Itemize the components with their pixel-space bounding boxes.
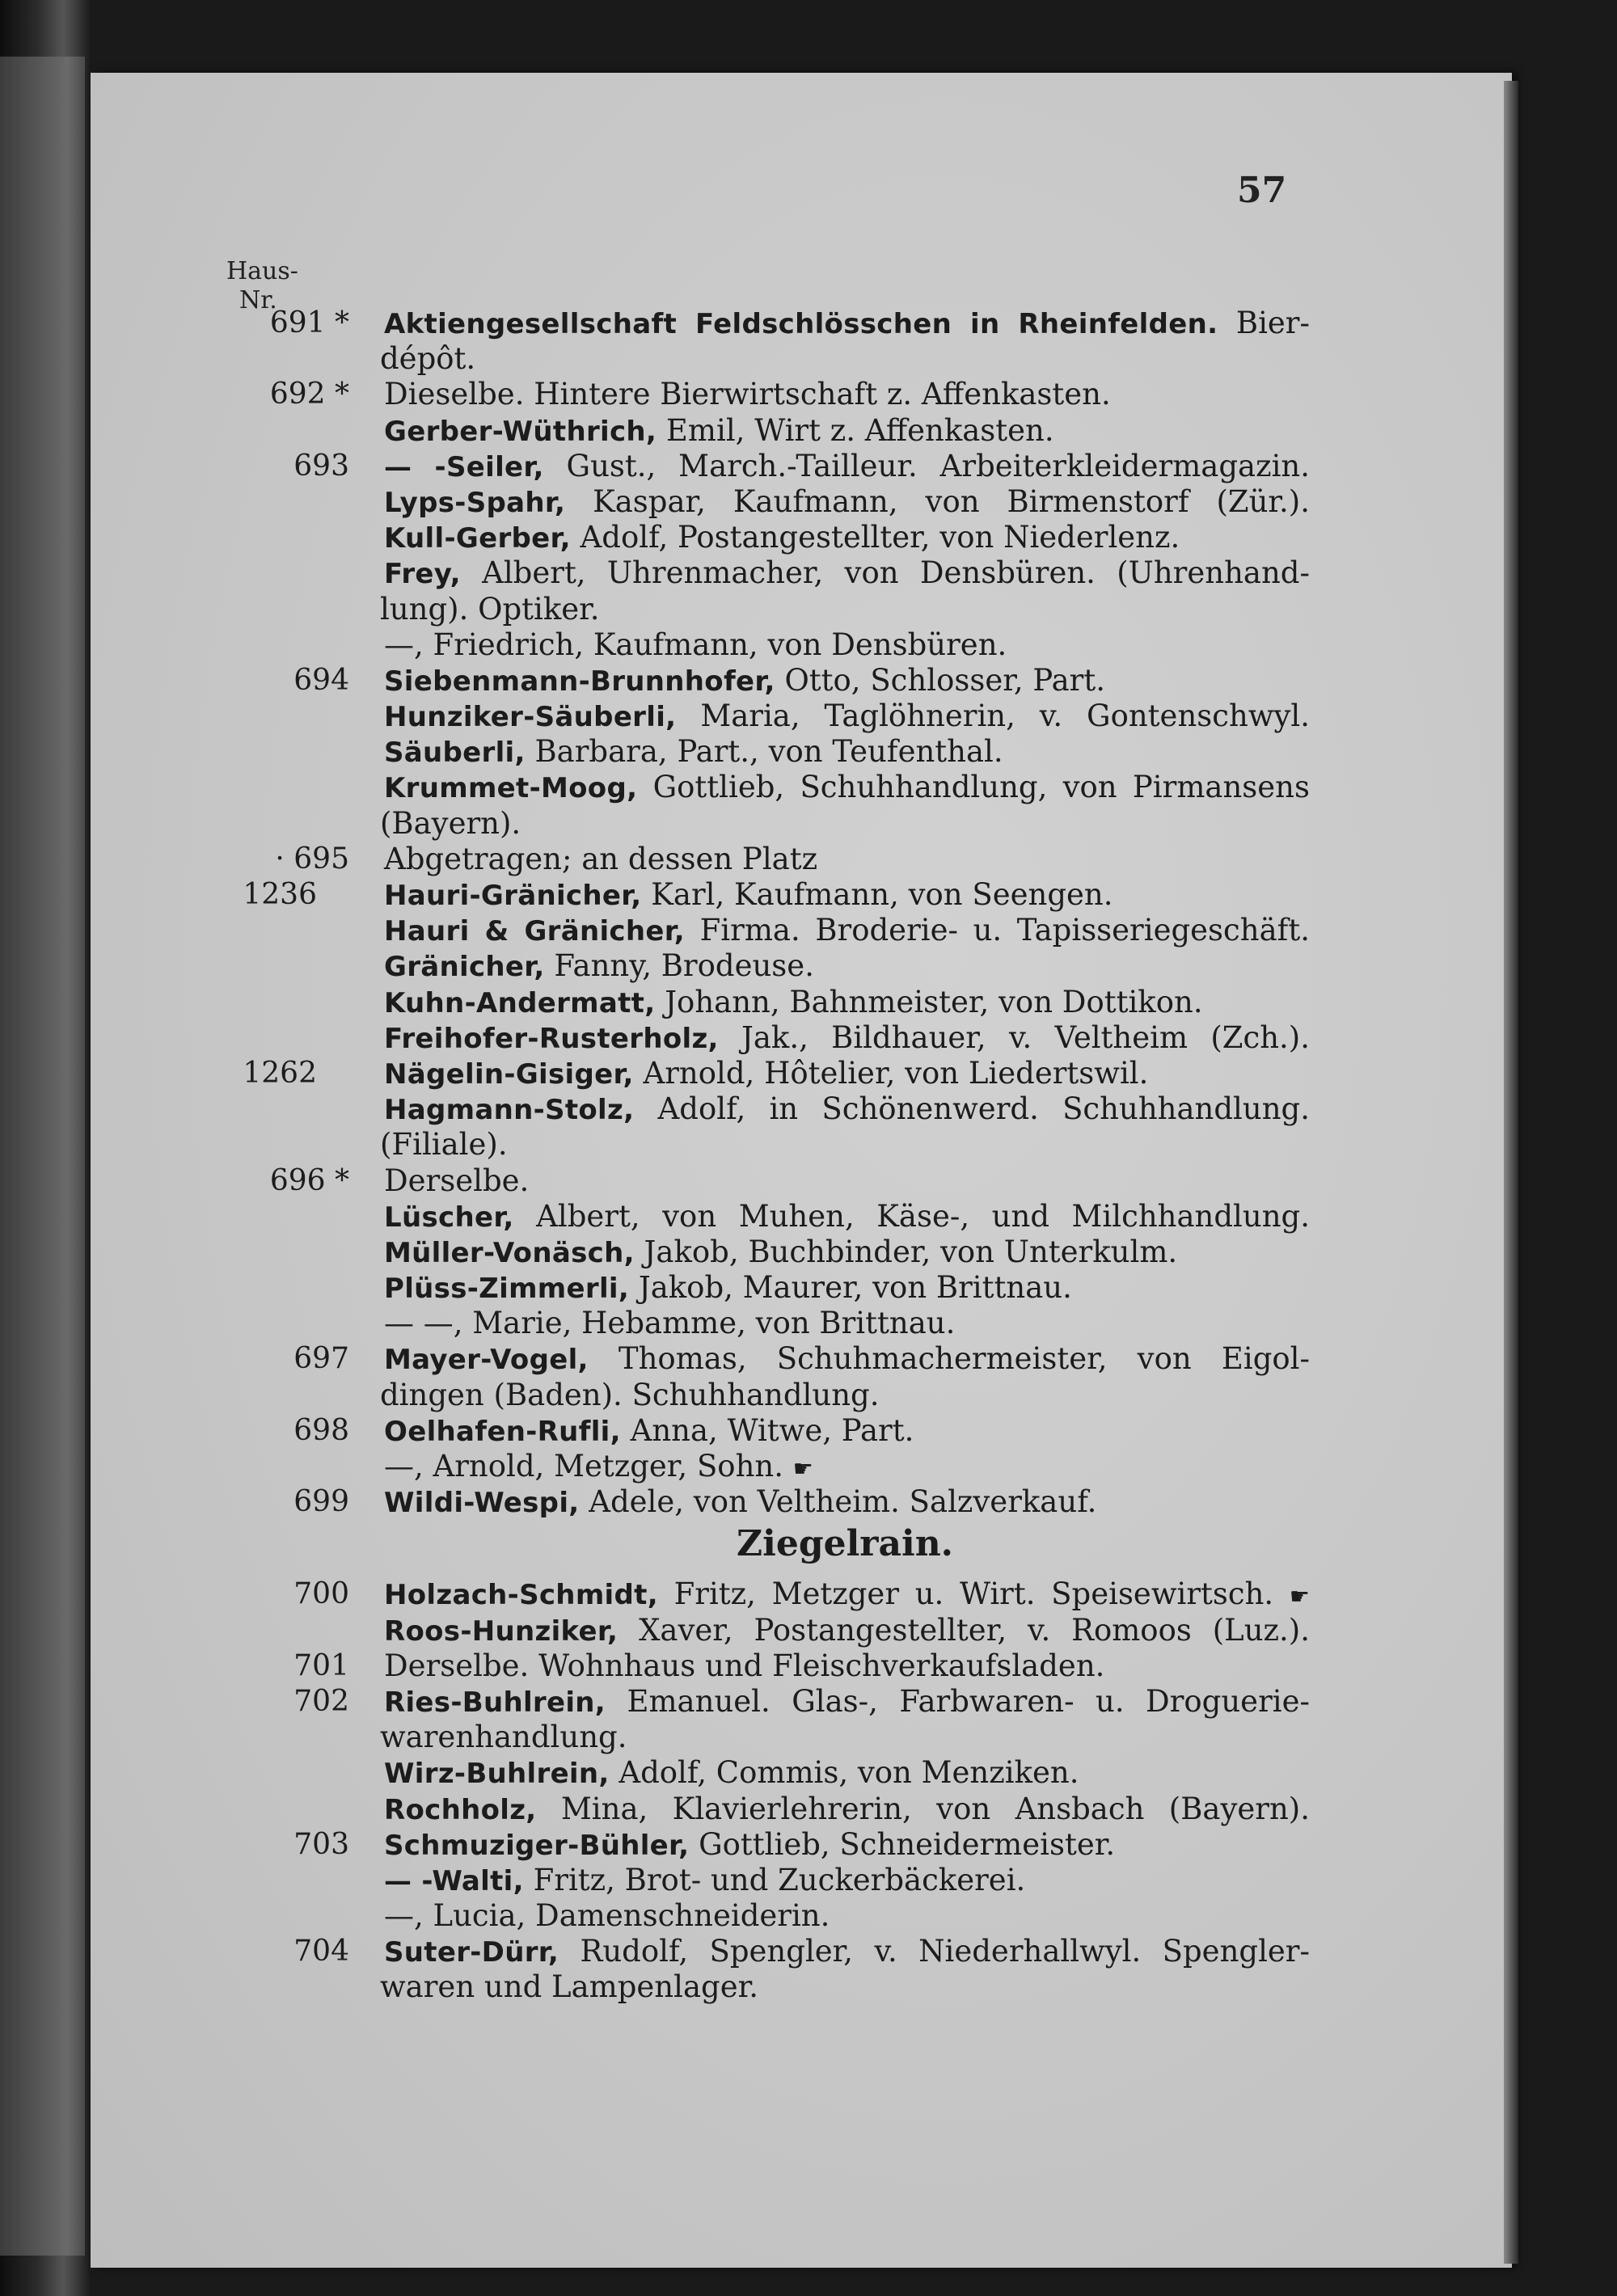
house-number: 691 *	[269, 306, 349, 340]
entry-details: Mina, Klavierlehrerin, von Ansbach (Bayern).	[536, 1791, 1310, 1826]
entry-text	[384, 734, 1310, 770]
entry-text	[380, 1969, 1310, 2006]
resident-name: Hunziker-Säuberli,	[384, 701, 677, 734]
resident-name: Krummet-Moog,	[384, 772, 638, 805]
resident-name: Kull-Gerber,	[384, 522, 571, 555]
resident-name: Holzach-Schmidt,	[384, 1579, 658, 1612]
resident-name: Suter-Dürr,	[384, 1936, 559, 1969]
entry-details: Fritz, Brot- und Zuckerbäckerei.	[523, 1862, 1026, 1897]
listing-row	[218, 413, 1310, 449]
house-number: 1262	[243, 1056, 317, 1090]
entry-text	[384, 449, 1310, 485]
listing-row	[218, 1235, 1310, 1270]
resident-name: Lyps-Spahr,	[384, 486, 566, 519]
listing-row	[218, 1020, 1310, 1056]
resident-name: Siebenmann-Brunnhofer,	[384, 665, 775, 698]
listing-row	[218, 1755, 1310, 1791]
entry-text	[384, 1199, 1310, 1235]
entry-text	[384, 1648, 1310, 1685]
listing-row	[218, 627, 1310, 663]
listing-row	[218, 377, 1310, 412]
entry-text	[380, 341, 1310, 378]
entry-text	[384, 1413, 1310, 1450]
listing-row	[218, 1792, 1310, 1827]
resident-name: Ries-Buhlrein,	[384, 1686, 606, 1719]
resident-name: Kuhn-Andermatt,	[384, 986, 656, 1019]
entry-details: Gottlieb, Schuhhandlung, von Pirmansens	[637, 770, 1310, 805]
entry-text	[384, 413, 1310, 449]
house-number: 703	[293, 1827, 349, 1861]
entry-text	[384, 1827, 1310, 1863]
entry-details: Dieselbe. Hintere Bierwirtschaft z. Affenkasten.	[384, 377, 1111, 412]
listing-row	[218, 1378, 1310, 1413]
entry-text	[384, 627, 1310, 664]
entry-text	[384, 699, 1310, 735]
resident-name: Roos-Hunziker,	[384, 1614, 619, 1648]
house-number: 694	[293, 663, 349, 697]
listing-row	[218, 1576, 1310, 1612]
entry-text	[384, 1613, 1310, 1649]
entry-details: Adele, von Veltheim. Salzverkauf.	[579, 1484, 1097, 1520]
listing-row	[218, 1484, 1310, 1520]
listing-row	[218, 806, 1310, 842]
listing-row	[218, 1091, 1310, 1127]
entry-details: Kaspar, Kaufmann, von Birmenstorf (Zür.).	[565, 483, 1310, 519]
listing-row	[218, 1341, 1310, 1377]
listing-row	[218, 592, 1310, 627]
entry-text	[384, 1270, 1310, 1306]
entry-text	[380, 806, 1310, 842]
house-number: 1236	[243, 878, 317, 911]
resident-name: Mayer-Vogel,	[384, 1344, 589, 1377]
entry-text	[384, 1449, 1310, 1487]
house-number: 697	[293, 1342, 349, 1376]
entry-text	[384, 377, 1310, 413]
resident-name: Freihofer-Rusterholz,	[384, 1022, 719, 1055]
resident-name: Schmuziger-Bühler,	[384, 1829, 690, 1862]
entry-text	[384, 1755, 1310, 1792]
listing-row	[218, 520, 1310, 555]
column-header-line1: Haus-	[226, 257, 298, 285]
listing-row	[218, 1648, 1310, 1684]
listing-row	[218, 985, 1310, 1020]
house-number: 692 *	[269, 378, 349, 412]
listing-row	[218, 699, 1310, 734]
entry-details: Barbara, Part., von Teufenthal.	[525, 734, 1003, 770]
house-number: 701	[293, 1648, 349, 1682]
entry-details: Xaver, Postangestellter, v. Romoos (Luz.).	[618, 1612, 1310, 1648]
entry-details: Otto, Schlosser, Part.	[775, 662, 1105, 698]
entry-details: Derselbe. Wohnhaus und Fleischverkaufsladen.	[384, 1648, 1105, 1683]
resident-name: — -Seiler,	[384, 450, 544, 483]
house-number: 700	[293, 1577, 349, 1611]
entry-text	[384, 985, 1310, 1021]
entry-details: Karl, Kaufmann, von Seengen.	[641, 877, 1113, 912]
entry-details: Albert, von Muhen, Käse-, und Milchhandlung.	[513, 1198, 1310, 1234]
listing-row	[218, 734, 1310, 770]
resident-name: Gränicher,	[384, 951, 545, 984]
entry-details: Gottlieb, Schneidermeister.	[689, 1826, 1116, 1862]
house-number: 698	[293, 1413, 349, 1447]
page-edge-shadow	[1504, 81, 1518, 2264]
entry-text	[384, 842, 1310, 878]
listing-row	[218, 770, 1310, 805]
listing-row	[218, 1270, 1310, 1306]
house-number: 702	[293, 1684, 349, 1718]
entry-details: —, Arnold, Metzger, Sohn.	[384, 1449, 783, 1484]
listing-row	[218, 1969, 1310, 2005]
listing-row	[218, 555, 1310, 591]
entry-text	[380, 1378, 1310, 1414]
listing-row	[218, 1127, 1310, 1163]
listing-row	[218, 341, 1310, 377]
entry-details: (Bayern).	[380, 805, 521, 841]
resident-name: Hauri & Gränicher,	[384, 915, 686, 948]
resident-name: Frey,	[384, 558, 461, 591]
entry-details: Jakob, Buchbinder, von Unterkulm.	[634, 1234, 1178, 1269]
entry-details: Adolf, Postangestellter, von Niederlenz.	[570, 520, 1180, 555]
entry-details: Johann, Bahnmeister, von Dottikon.	[655, 984, 1203, 1019]
entry-text	[384, 1235, 1310, 1271]
resident-name: Wirz-Buhlrein,	[384, 1758, 610, 1791]
listing-row	[218, 1934, 1310, 1969]
listing-row	[218, 1413, 1310, 1449]
listing-row	[218, 1898, 1310, 1934]
entry-text	[384, 663, 1310, 699]
listing-row	[218, 842, 1310, 877]
house-number: · 695	[275, 842, 349, 876]
resident-name: Säuberli,	[384, 736, 526, 770]
entry-details: Fritz, Metzger u. Wirt. Speisewirtsch.	[657, 1576, 1274, 1612]
entry-text	[384, 1684, 1310, 1720]
house-number: 699	[293, 1485, 349, 1519]
resident-name: Hauri-Gränicher,	[384, 880, 642, 912]
listing-row	[218, 948, 1310, 984]
entry-details: dingen (Baden). Schuhhandlung.	[380, 1377, 880, 1412]
house-number: 696 *	[269, 1163, 349, 1197]
entry-text	[384, 1484, 1310, 1521]
entry-details: Thomas, Schuhmachermeister, von Eigol-	[588, 1341, 1310, 1377]
street-section	[218, 1520, 1310, 1576]
entry-details: Abgetragen; an dessen Platz	[384, 841, 818, 876]
listing-row	[218, 449, 1310, 484]
entry-details: Firma. Broderie- u. Tapisseriegeschäft.	[685, 913, 1310, 948]
entry-text	[384, 1576, 1310, 1614]
entry-text	[384, 306, 1310, 342]
entry-details: dépôt.	[380, 341, 476, 377]
listing-row	[218, 484, 1310, 520]
entry-text	[384, 555, 1310, 592]
entry-text	[384, 1163, 1310, 1200]
listing-row	[218, 1306, 1310, 1341]
pointing-hand-icon: ☛	[1289, 1583, 1310, 1610]
resident-name: Plüss-Zimmerli,	[384, 1273, 630, 1306]
resident-name: Müller-Vonäsch,	[384, 1236, 635, 1269]
entry-text	[384, 1792, 1310, 1828]
entry-details: Rudolf, Spengler, v. Niederhallwyl. Spengler-	[559, 1934, 1310, 1969]
street-heading: Ziegelrain.	[736, 1523, 954, 1565]
resident-name: Oelhafen-Rufli,	[384, 1415, 621, 1448]
entry-details: Emanuel. Glas-, Farbwaren- u. Droguerie-	[606, 1683, 1310, 1719]
resident-name: Wildi-Wespi,	[384, 1487, 580, 1520]
house-number: 693	[293, 449, 349, 483]
entry-details: Gust., March.-Tailleur. Arbeiterkleidermagazin.	[543, 448, 1310, 483]
entry-details: —, Lucia, Damenschneiderin.	[384, 1898, 830, 1934]
address-listing	[218, 306, 1310, 2006]
page-number: 57	[1237, 170, 1287, 211]
entry-details: Anna, Witwe, Part.	[620, 1412, 914, 1448]
entry-details: lung). Optiker.	[380, 591, 600, 627]
resident-name: — -Walti,	[384, 1864, 524, 1897]
entry-text	[384, 1056, 1310, 1092]
entry-details: Adolf, in Schönenwerd. Schuhhandlung.	[634, 1091, 1310, 1127]
entry-text	[380, 592, 1310, 628]
entry-text	[384, 520, 1310, 556]
listing-row	[218, 1720, 1310, 1755]
previous-page-edge	[0, 57, 85, 2256]
listing-row	[218, 1163, 1310, 1199]
entry-details: warenhandlung.	[380, 1720, 627, 1755]
entry-text	[384, 770, 1310, 806]
listing-row	[218, 1827, 1310, 1863]
listing-row	[218, 1684, 1310, 1720]
entry-details: —, Friedrich, Kaufmann, von Densbüren.	[384, 627, 1007, 662]
listing-row	[218, 1613, 1310, 1648]
entry-details: — —, Marie, Hebamme, von Brittnau.	[384, 1306, 956, 1341]
listing-row	[218, 913, 1310, 948]
resident-name: Nägelin-Gisiger,	[384, 1057, 634, 1091]
entry-details: (Filiale).	[380, 1127, 508, 1163]
resident-name: Gerber-Wüthrich,	[384, 415, 657, 448]
pointing-hand-icon: ☛	[792, 1455, 813, 1482]
listing-row	[218, 1863, 1310, 1898]
entry-text	[384, 1091, 1310, 1128]
listing-row	[218, 1056, 1310, 1091]
listing-row	[218, 1449, 1310, 1484]
entry-details: Maria, Taglöhnerin, v. Gontenschwyl.	[676, 699, 1310, 734]
entry-details: Adolf, Commis, von Menziken.	[609, 1755, 1079, 1791]
entry-details: waren und Lampenlager.	[380, 1969, 758, 2005]
entry-details: Jakob, Maurer, von Brittnau.	[629, 1270, 1072, 1306]
entry-text	[380, 1127, 1310, 1163]
resident-name: Hagmann-Stolz,	[384, 1094, 635, 1127]
listing-row	[218, 306, 1310, 341]
entry-details: Arnold, Hôtelier, von Liedertswil.	[633, 1055, 1149, 1091]
column-header-line2: Nr.	[239, 286, 277, 314]
entry-details: Jak., Bildhauer, v. Veltheim (Zch.).	[718, 1019, 1310, 1055]
entry-text	[384, 1934, 1310, 1970]
entry-details: Bier-	[1218, 306, 1310, 340]
entry-details: Albert, Uhrenmacher, von Densbüren. (Uhrenhand-	[460, 555, 1310, 591]
listing-row	[218, 877, 1310, 913]
entry-details: Emil, Wirt z. Affenkasten.	[657, 412, 1054, 448]
house-number: 704	[293, 1935, 349, 1969]
entry-text	[380, 1720, 1310, 1756]
entry-text	[384, 1306, 1310, 1342]
entry-text	[384, 1863, 1310, 1899]
entry-text	[384, 948, 1310, 985]
entry-details: Fanny, Brodeuse.	[544, 948, 814, 984]
entry-text	[384, 913, 1310, 949]
resident-name: Rochholz,	[384, 1793, 537, 1826]
entry-text	[384, 1341, 1310, 1378]
entry-text	[384, 1020, 1310, 1057]
listing-row	[218, 663, 1310, 699]
entry-text	[384, 1898, 1310, 1935]
resident-name: Aktiengesellschaft Feldschlösschen in Rheinfelden.	[384, 308, 1218, 340]
entry-details: Derselbe.	[384, 1163, 530, 1198]
entry-text	[384, 877, 1310, 914]
listing-row	[218, 1199, 1310, 1235]
entry-text	[384, 484, 1310, 521]
resident-name: Lüscher,	[384, 1201, 514, 1234]
